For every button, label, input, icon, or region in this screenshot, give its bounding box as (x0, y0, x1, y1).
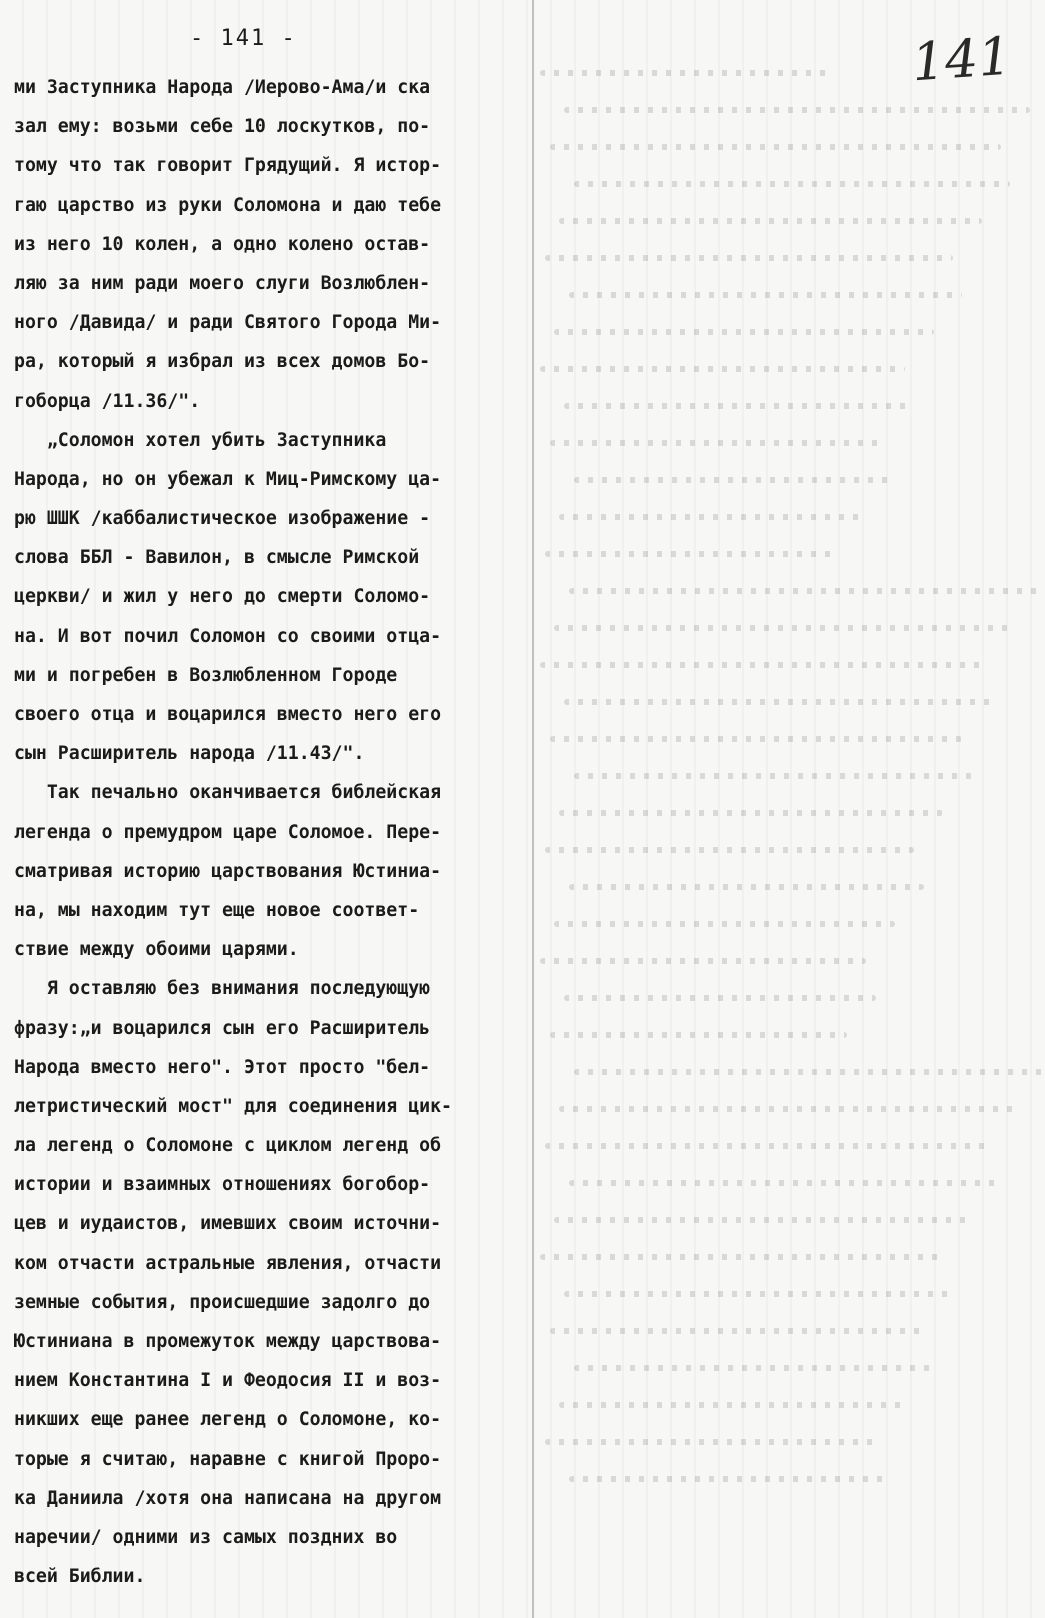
text-line: зал ему: возьми себе 10 лоскутков, по- (14, 116, 431, 138)
bleed-stroke (545, 1143, 991, 1149)
bleed-stroke (554, 625, 1010, 631)
bleed-stroke (574, 773, 972, 779)
text-line: сын Расширитель народа /11.43/". (14, 743, 365, 765)
bleed-stroke (569, 292, 963, 298)
bleed-stroke (564, 1291, 953, 1297)
text-line: Юстиниана в промежуток между царствова- (14, 1331, 442, 1352)
text-line: церкви/ и жил у него до смерти Соломо- (14, 586, 431, 608)
bleed-stroke (550, 1328, 924, 1334)
bleed-stroke (540, 662, 982, 668)
text-line: своего отца и воцарился вместо него его (14, 704, 442, 725)
bleed-stroke (564, 699, 991, 705)
bleed-stroke (569, 884, 924, 890)
bleed-stroke (559, 218, 981, 224)
fold-line (532, 0, 534, 1618)
bleed-stroke (540, 958, 866, 964)
text-line: Народа, но он убежал к Миц-Римскому ца- (14, 468, 442, 490)
text-line: никших еще ранее легенд о Соломоне, ко- (14, 1409, 442, 1431)
bleed-stroke (574, 477, 896, 483)
text-line: гоборца /11.36/". (14, 390, 201, 412)
text-line: сматривая историю царствования Юстиниа- (14, 860, 442, 882)
bleed-stroke (554, 921, 895, 927)
bleed-stroke (569, 588, 1039, 594)
bleed-stroke (545, 1439, 876, 1445)
bleed-stroke (574, 181, 1011, 187)
bleed-stroke (559, 1106, 1020, 1112)
text-line: из него 10 колен, а одно колено остав- (14, 233, 431, 255)
bleed-stroke (574, 1365, 934, 1371)
bleed-stroke (545, 255, 953, 261)
bleed-stroke (564, 403, 914, 409)
text-line: слова ББЛ - Вавилон, в смысле Римской (14, 547, 420, 569)
bleed-through-area (540, 70, 1020, 1570)
bleed-stroke (574, 1069, 1045, 1075)
text-line: земные события, происшедшие задолго до (14, 1291, 431, 1313)
text-line: на, мы находим тут еще новое соответ- (14, 899, 420, 921)
bleed-stroke (540, 70, 828, 76)
text-line: ми Заступника Народа /Иерово-Ама/и ска (14, 77, 431, 98)
bleed-stroke (540, 1254, 943, 1260)
handwritten-folio-mark: 141 (910, 26, 1014, 94)
text-line: всей Библии. (14, 1566, 146, 1588)
text-line: ра, который я избрал из всех домов Бо- (14, 351, 431, 373)
text-line: фразу:„и воцарился сын его Расширитель (14, 1017, 431, 1039)
text-line: ком отчасти астральные явления, отчасти (14, 1252, 442, 1274)
text-line: цев и иудаистов, имевших своим источни- (14, 1213, 442, 1235)
text-line: „Соломон хотел убить Заступника (14, 429, 387, 451)
text-line: ствие между обоими царями. (14, 939, 299, 961)
text-line: на. И вот почил Соломон со своими отца- (14, 625, 442, 647)
text-line: Так печально оканчивается библейская (14, 782, 442, 804)
bleed-stroke (559, 1402, 905, 1408)
bleed-stroke (554, 1217, 972, 1223)
bleed-stroke (559, 514, 866, 520)
text-line: нием Константина I и Феодосия II и воз- (14, 1370, 442, 1392)
bleed-stroke (564, 995, 876, 1001)
text-line: Народа вместо него". Этот просто "бел- (14, 1056, 431, 1078)
page-number: - 141 - (190, 26, 297, 51)
bleed-stroke (545, 551, 838, 557)
text-line: ми и погребен в Возлюбленном Городе (14, 664, 398, 686)
text-line: ка Даниила /хотя она написана на другом (14, 1487, 442, 1509)
bleed-stroke (550, 440, 886, 446)
text-line: истории и взаимных отношениях богобор- (14, 1174, 431, 1196)
text-line: наречии/ одними из самых поздних во (14, 1526, 398, 1548)
bleed-stroke (540, 366, 905, 372)
bleed-stroke (559, 810, 943, 816)
text-line: торые я считаю, наравне с книгой Проро- (14, 1448, 442, 1470)
bleed-stroke (550, 144, 1001, 150)
text-line: ляю за ним ради моего слуги Возлюблен- (14, 272, 431, 294)
bleed-stroke (545, 847, 915, 853)
text-line: тому что так говорит Грядущий. Я истор- (14, 155, 442, 177)
body-text (14, 68, 526, 1596)
bleed-stroke (554, 329, 933, 335)
bleed-stroke (569, 1180, 1001, 1186)
text-line: легенда о премудром царе Соломое. Пере- (14, 821, 442, 843)
text-line: ного /Давида/ и ради Святого Города Ми- (14, 312, 442, 334)
text-line: рю ШШК /каббалистическое изображение - (14, 508, 431, 530)
text-line: летристический мост" для соединения цик- (14, 1095, 452, 1117)
text-line: ла легенд о Соломоне с циклом легенд об (14, 1135, 442, 1157)
text-line: гаю царство из руки Соломона и даю тебе (14, 194, 442, 216)
text-line: Я оставляю без внимания последующую (14, 978, 431, 1000)
bleed-stroke (550, 1032, 848, 1038)
bleed-stroke (564, 107, 1030, 113)
bleed-stroke (550, 736, 963, 742)
bleed-stroke (569, 1476, 886, 1482)
